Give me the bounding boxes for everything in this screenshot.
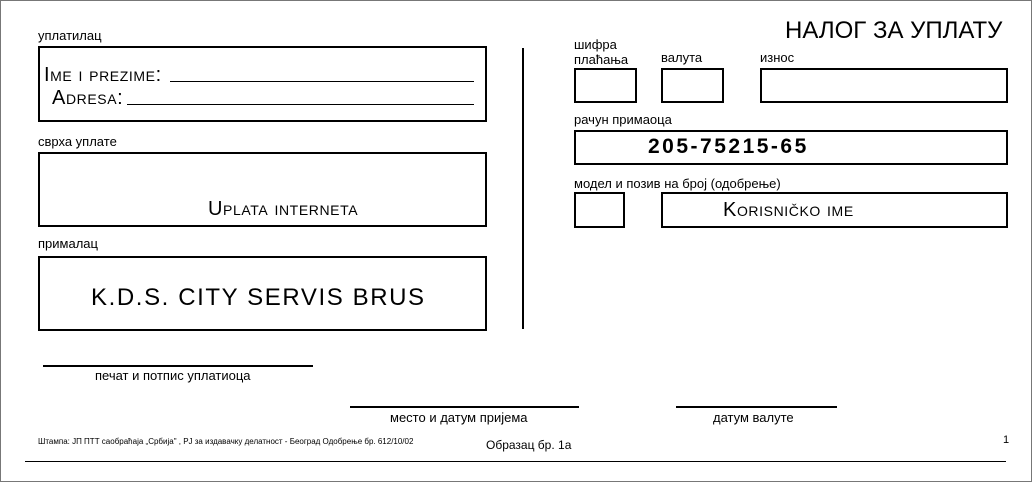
address-label: Adresa: (52, 87, 124, 109)
payer-label: уплатилац (38, 28, 102, 43)
model-box[interactable] (574, 192, 625, 228)
reference-box[interactable] (661, 192, 1008, 228)
form-number: Образац бр. 1а (486, 438, 572, 452)
amount-label: износ (760, 50, 795, 65)
signature-line (43, 365, 313, 367)
purpose-box[interactable] (38, 152, 487, 227)
name-line (44, 64, 474, 87)
page-number: 1 (1003, 434, 1010, 446)
payer-box[interactable] (38, 46, 487, 122)
payment-code-label: шифра плаћања (574, 37, 629, 67)
name-underline (170, 81, 474, 82)
model-label: модел и позив на број (одобрење) (574, 176, 781, 191)
value-date-label: датум валуте (713, 410, 794, 425)
recipient-value: K.D.S. CITY SERVIS BRUS (91, 284, 426, 311)
column-divider (522, 48, 524, 329)
account-box[interactable] (574, 130, 1008, 165)
currency-box[interactable] (661, 68, 724, 103)
address-line (52, 87, 474, 110)
account-label: рачун примаоца (574, 112, 672, 127)
footer-rule (25, 461, 1006, 462)
signature-label: печат и потпис уплатиоца (95, 368, 251, 383)
footer-print-info: Штампа: ЈП ПТТ саобраћаја „Србија" , РЈ за издавачку делатност - Београд Одобрење бр. 612/10/02 (38, 437, 414, 446)
purpose-value: Uplata interneta (208, 198, 359, 220)
purpose-label: сврха уплате (38, 134, 117, 149)
place-date-line (350, 406, 579, 408)
reference-value: Korisničko ime (723, 199, 854, 221)
address-underline (127, 104, 474, 105)
value-date-line (676, 406, 837, 408)
amount-box[interactable] (760, 68, 1008, 103)
name-label: Ime i prezime: (44, 64, 162, 86)
form-title: НАЛОГ ЗА УПЛАТУ (785, 17, 1003, 44)
place-date-label: место и датум пријема (390, 410, 528, 425)
recipient-box[interactable] (38, 256, 487, 331)
recipient-label: прималац (38, 236, 98, 251)
account-value: 205-75215-65 (648, 135, 809, 158)
currency-label: валута (661, 50, 703, 65)
payment-code-box[interactable] (574, 68, 637, 103)
